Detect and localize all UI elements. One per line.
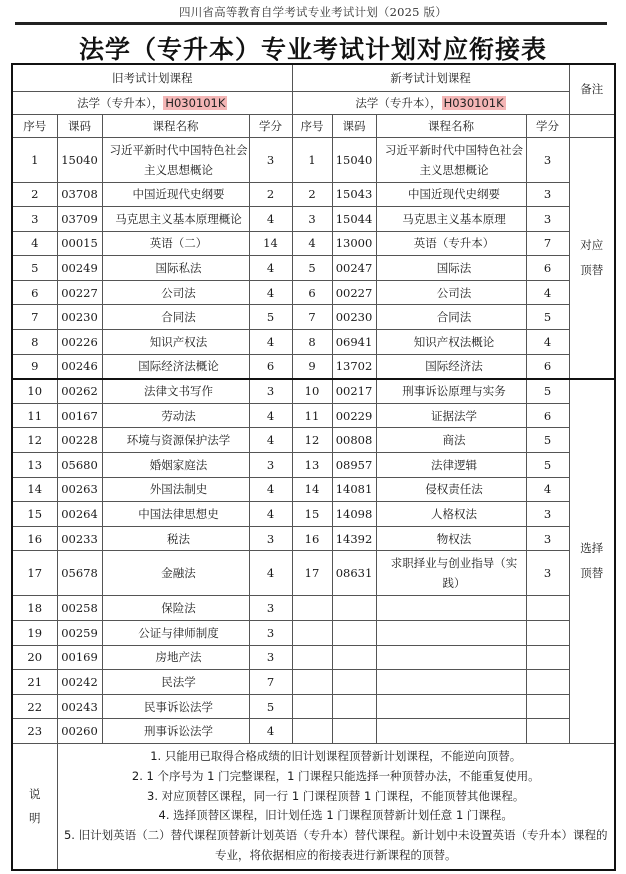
old-name: 民事诉讼法学 [102, 694, 249, 719]
new-credit: 5 [526, 428, 569, 453]
old-plan-heading: 旧考试计划课程 [12, 64, 292, 91]
old-seq: 23 [12, 719, 57, 744]
col-header-new-credit: 学分 [526, 114, 569, 137]
old-credit: 4 [249, 256, 292, 281]
new-credit [526, 645, 569, 670]
new-major-code: H030101K [443, 95, 504, 110]
old-credit: 3 [249, 596, 292, 621]
new-credit: 7 [526, 231, 569, 256]
new-credit: 3 [526, 526, 569, 551]
new-credit: 4 [526, 330, 569, 355]
old-credit: 5 [249, 305, 292, 330]
old-credit: 4 [249, 719, 292, 744]
new-code: 00229 [332, 403, 376, 428]
old-code: 00230 [57, 305, 102, 330]
new-plan-heading: 新考试计划课程 [292, 64, 569, 91]
new-credit [526, 694, 569, 719]
old-code: 00258 [57, 596, 102, 621]
new-name: 法律逻辑 [376, 453, 526, 478]
old-code: 15040 [57, 137, 102, 182]
old-seq: 6 [12, 280, 57, 305]
old-seq: 5 [12, 256, 57, 281]
new-seq [292, 719, 332, 744]
new-credit: 3 [526, 502, 569, 527]
new-seq: 3 [292, 207, 332, 232]
old-credit: 2 [249, 182, 292, 207]
new-code [332, 645, 376, 670]
new-credit [526, 621, 569, 646]
new-code: 00217 [332, 379, 376, 404]
col-header-old-name: 课程名称 [102, 114, 249, 137]
old-credit: 3 [249, 453, 292, 478]
table-row [12, 280, 615, 305]
old-credit: 3 [249, 137, 292, 182]
old-seq: 17 [12, 551, 57, 596]
new-seq: 10 [292, 379, 332, 404]
old-name: 国际私法 [102, 256, 249, 281]
new-seq: 5 [292, 256, 332, 281]
new-code: 00230 [332, 305, 376, 330]
old-seq: 21 [12, 670, 57, 695]
new-code: 13000 [332, 231, 376, 256]
new-plan-major [292, 91, 569, 114]
new-code: 15044 [332, 207, 376, 232]
old-credit: 4 [249, 502, 292, 527]
table-row [12, 694, 615, 719]
old-seq: 7 [12, 305, 57, 330]
old-code: 00263 [57, 477, 102, 502]
new-seq [292, 621, 332, 646]
old-name: 法律文书写作 [102, 379, 249, 404]
old-seq: 12 [12, 428, 57, 453]
old-name: 民法学 [102, 670, 249, 695]
new-credit: 3 [526, 137, 569, 182]
note-item: 3. 对应顶替区课程，同一行 1 门课程顶替 1 门课程，不能顶替其他课程。 [147, 788, 525, 803]
col-header-old-code: 课码 [57, 114, 102, 137]
table-row [12, 379, 615, 404]
new-credit: 5 [526, 379, 569, 404]
new-name: 求职择业与创业指导（实践） [376, 551, 526, 596]
new-seq: 12 [292, 428, 332, 453]
new-code: 08631 [332, 551, 376, 596]
new-name: 物权法 [376, 526, 526, 551]
old-code: 03709 [57, 207, 102, 232]
new-code: 06941 [332, 330, 376, 355]
new-name [376, 719, 526, 744]
old-credit: 4 [249, 428, 292, 453]
table-row [12, 453, 615, 478]
new-name [376, 670, 526, 695]
old-code: 03708 [57, 182, 102, 207]
table-row [12, 330, 615, 355]
old-seq: 13 [12, 453, 57, 478]
new-major-name: 法学（专升本）， [355, 95, 442, 110]
new-seq [292, 670, 332, 695]
new-code: 15043 [332, 182, 376, 207]
new-name: 中国近现代史纲要 [376, 182, 526, 207]
old-code: 00233 [57, 526, 102, 551]
old-name: 保险法 [102, 596, 249, 621]
old-code: 00167 [57, 403, 102, 428]
old-code: 05680 [57, 453, 102, 478]
old-seq: 15 [12, 502, 57, 527]
running-head: 四川省高等教育自学考试专业考试计划（2025 版） [179, 5, 447, 19]
new-seq: 9 [292, 354, 332, 379]
old-credit: 4 [249, 280, 292, 305]
new-code [332, 621, 376, 646]
table-row [12, 551, 615, 596]
table-row [12, 182, 615, 207]
new-code [332, 694, 376, 719]
new-name: 公司法 [376, 280, 526, 305]
header-rule [15, 22, 607, 25]
table-row [12, 207, 615, 232]
old-name: 中国近现代史纲要 [102, 182, 249, 207]
table-row [12, 305, 615, 330]
old-name: 劳动法 [102, 403, 249, 428]
old-major-name: 法学（专升本）， [77, 95, 164, 110]
new-name: 人格权法 [376, 502, 526, 527]
new-code: 13702 [332, 354, 376, 379]
old-seq: 9 [12, 354, 57, 379]
old-code: 00264 [57, 502, 102, 527]
old-name: 合同法 [102, 305, 249, 330]
col-header-new-name: 课程名称 [376, 114, 526, 137]
table-row [12, 137, 615, 182]
col-header-old-credit: 学分 [249, 114, 292, 137]
new-credit: 6 [526, 354, 569, 379]
old-code: 00262 [57, 379, 102, 404]
old-name: 房地产法 [102, 645, 249, 670]
old-seq: 14 [12, 477, 57, 502]
new-seq: 2 [292, 182, 332, 207]
new-seq: 4 [292, 231, 332, 256]
new-code: 08957 [332, 453, 376, 478]
new-name [376, 596, 526, 621]
table-row [12, 256, 615, 281]
old-name: 公司法 [102, 280, 249, 305]
new-seq: 1 [292, 137, 332, 182]
new-seq [292, 596, 332, 621]
old-credit: 14 [249, 231, 292, 256]
new-code: 14081 [332, 477, 376, 502]
old-seq: 16 [12, 526, 57, 551]
old-code: 00015 [57, 231, 102, 256]
old-credit: 7 [249, 670, 292, 695]
new-name [376, 621, 526, 646]
table-row [12, 670, 615, 695]
old-name: 马克思主义基本原理概论 [102, 207, 249, 232]
old-name: 金融法 [102, 551, 249, 596]
new-credit: 3 [526, 551, 569, 596]
note-item: 1. 只能用已取得合格成绩的旧计划课程顶替新计划课程，不能逆向顶替。 [150, 748, 522, 763]
old-credit: 3 [249, 526, 292, 551]
new-seq: 13 [292, 453, 332, 478]
note-item: 5. 旧计划英语（二）替代课程顶替新计划英语（专升本）替代课程。新计划中未设置英语（专升本）课程的专业，将依据相应的衔接表进行新课程的顶替。 [63, 828, 608, 862]
table-row [12, 621, 615, 646]
notes-row [12, 743, 615, 869]
old-credit: 3 [249, 645, 292, 670]
new-name: 马克思主义基本原理 [376, 207, 526, 232]
new-seq: 16 [292, 526, 332, 551]
old-code: 00228 [57, 428, 102, 453]
old-code: 00246 [57, 354, 102, 379]
old-code: 00259 [57, 621, 102, 646]
col-header-old-seq: 序号 [12, 114, 57, 137]
new-seq: 14 [292, 477, 332, 502]
new-credit [526, 670, 569, 695]
old-seq: 1 [12, 137, 57, 182]
table-row [12, 354, 615, 379]
page-title: 法学（专升本）专业考试计划对应衔接表 [78, 35, 547, 64]
table-row [12, 502, 615, 527]
table-row [12, 403, 615, 428]
new-credit: 6 [526, 256, 569, 281]
old-seq: 20 [12, 645, 57, 670]
new-name [376, 694, 526, 719]
new-name: 证据法学 [376, 403, 526, 428]
new-name: 刑事诉讼原理与实务 [376, 379, 526, 404]
old-name: 公证与律师制度 [102, 621, 249, 646]
old-name: 国际经济法概论 [102, 354, 249, 379]
new-seq: 7 [292, 305, 332, 330]
new-seq: 17 [292, 551, 332, 596]
old-name: 习近平新时代中国特色社会主义思想概论 [102, 137, 249, 182]
new-name: 侵权责任法 [376, 477, 526, 502]
old-seq: 2 [12, 182, 57, 207]
old-seq: 10 [12, 379, 57, 404]
old-major-code: H030101K [165, 95, 226, 110]
new-credit: 3 [526, 207, 569, 232]
old-credit: 4 [249, 551, 292, 596]
new-seq: 8 [292, 330, 332, 355]
old-code: 00242 [57, 670, 102, 695]
table-row [12, 477, 615, 502]
old-credit: 4 [249, 403, 292, 428]
new-name: 商法 [376, 428, 526, 453]
new-seq [292, 645, 332, 670]
new-code: 00227 [332, 280, 376, 305]
new-code: 00808 [332, 428, 376, 453]
new-credit: 4 [526, 477, 569, 502]
old-name: 婚姻家庭法 [102, 453, 249, 478]
col-header-remark [569, 114, 615, 137]
old-credit: 3 [249, 379, 292, 404]
old-name: 英语（二） [102, 231, 249, 256]
old-name: 刑事诉讼法学 [102, 719, 249, 744]
new-credit: 3 [526, 182, 569, 207]
old-seq: 22 [12, 694, 57, 719]
table-row [12, 428, 615, 453]
old-credit: 4 [249, 330, 292, 355]
old-name: 中国法律思想史 [102, 502, 249, 527]
new-credit [526, 596, 569, 621]
new-code: 15040 [332, 137, 376, 182]
new-code: 14098 [332, 502, 376, 527]
new-name: 国际经济法 [376, 354, 526, 379]
new-name: 英语（专升本） [376, 231, 526, 256]
notes-content [57, 743, 615, 869]
old-code: 00243 [57, 694, 102, 719]
old-seq: 19 [12, 621, 57, 646]
note-item: 2. 1 个序号为 1 门完整课程，1 门课程只能选择一种顶替办法，不能重复使用。 [131, 768, 540, 783]
new-code [332, 670, 376, 695]
notes-label: 说 明 [12, 743, 57, 869]
new-name: 知识产权法概论 [376, 330, 526, 355]
new-code: 14392 [332, 526, 376, 551]
new-credit [526, 719, 569, 744]
new-credit: 5 [526, 305, 569, 330]
note-item: 4. 选择顶替区课程，旧计划任选 1 门课程顶替新计划任意 1 门课程。 [158, 808, 513, 823]
new-seq [292, 694, 332, 719]
new-name: 合同法 [376, 305, 526, 330]
table-row [12, 645, 615, 670]
col-header-new-seq: 序号 [292, 114, 332, 137]
new-seq: 11 [292, 403, 332, 428]
old-seq: 8 [12, 330, 57, 355]
remark-selective-replacement: 选择 顶替 [569, 379, 615, 744]
new-credit: 6 [526, 403, 569, 428]
table-row [12, 231, 615, 256]
old-seq: 3 [12, 207, 57, 232]
course-mapping-table [11, 63, 616, 871]
col-header-new-code: 课码 [332, 114, 376, 137]
new-name [376, 645, 526, 670]
old-seq: 4 [12, 231, 57, 256]
old-credit: 6 [249, 354, 292, 379]
remark-corresponding-replacement: 对应 顶替 [569, 137, 615, 379]
old-name: 外国法制史 [102, 477, 249, 502]
new-seq: 6 [292, 280, 332, 305]
old-credit: 4 [249, 477, 292, 502]
new-code: 00247 [332, 256, 376, 281]
old-code: 00249 [57, 256, 102, 281]
new-code [332, 719, 376, 744]
old-credit: 4 [249, 207, 292, 232]
old-code: 00226 [57, 330, 102, 355]
old-seq: 11 [12, 403, 57, 428]
old-plan-major [12, 91, 292, 114]
table-row [12, 526, 615, 551]
old-name: 环境与资源保护法学 [102, 428, 249, 453]
old-code: 05678 [57, 551, 102, 596]
new-seq: 15 [292, 502, 332, 527]
remark-heading: 备注 [569, 64, 615, 114]
old-code: 00169 [57, 645, 102, 670]
old-code: 00260 [57, 719, 102, 744]
new-name: 习近平新时代中国特色社会主义思想概论 [376, 137, 526, 182]
new-name: 国际法 [376, 256, 526, 281]
old-credit: 3 [249, 621, 292, 646]
new-credit: 4 [526, 280, 569, 305]
new-code [332, 596, 376, 621]
table-row [12, 719, 615, 744]
old-seq: 18 [12, 596, 57, 621]
old-name: 知识产权法 [102, 330, 249, 355]
old-name: 税法 [102, 526, 249, 551]
old-credit: 5 [249, 694, 292, 719]
new-credit: 5 [526, 453, 569, 478]
table-row [12, 596, 615, 621]
old-code: 00227 [57, 280, 102, 305]
